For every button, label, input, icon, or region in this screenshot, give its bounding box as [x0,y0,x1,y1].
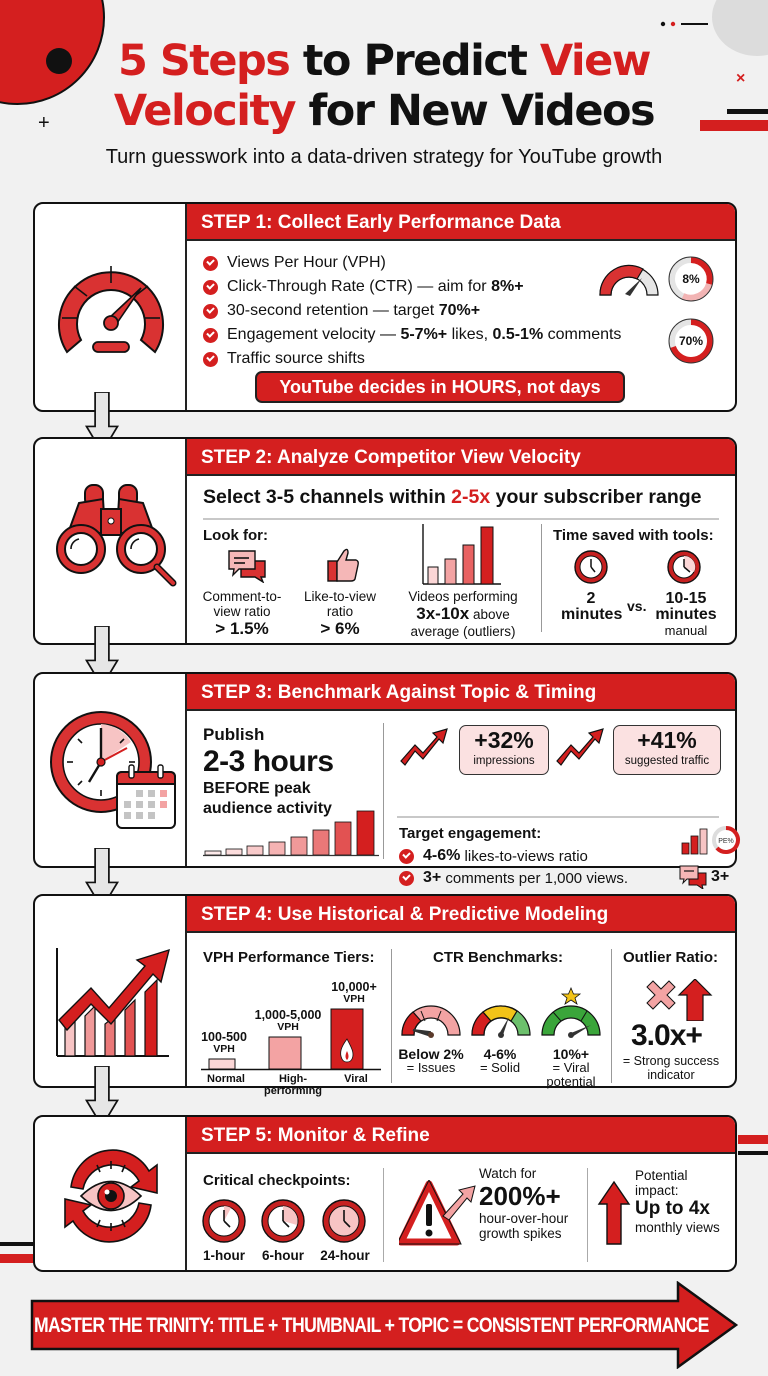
time-saved-heading: Time saved with tools: [553,527,714,544]
checklist-item [203,251,621,275]
impact-label: impact: [635,1183,679,1198]
checklist-value: 5-7%+ [400,326,448,343]
like-ratio-metric [295,589,385,639]
target-item [399,847,588,865]
check-icon [203,256,218,271]
headline-text: Select 3-5 channels within [203,486,452,508]
step-4-title: STEP 4: Use Historical & Predictive Modeling [187,896,735,933]
checklist-text: comments [543,326,622,343]
potential-impact [635,1168,720,1235]
clock-24-hour-icon [321,1198,367,1244]
ctr-value: Below 2% [398,1046,464,1062]
divider [391,949,392,1083]
ctr-meaning: = Viral [552,1060,590,1075]
publish-note: audience activity [203,800,332,817]
check-icon [203,328,218,343]
time-unit: minutes [561,606,623,623]
ctr-mid [467,1047,533,1075]
growth-chart-icon [45,936,177,1068]
checklist-text: likes, [447,326,493,343]
metric-label: Like-to-view [303,589,377,604]
tier-range [329,981,379,1005]
ctr-ring-chart [667,255,715,303]
divider [587,1168,588,1262]
step-icon-column [35,204,187,410]
mini-gauge-icon [597,261,661,297]
warning-growth-icon [399,1180,479,1248]
clock-icon [666,549,702,585]
title-highlight: View [539,36,651,86]
checklist-text: Traffic source shifts [227,350,365,367]
competitor-headline [203,486,702,509]
tier-unit: VPH [213,1043,235,1055]
subtitle: Turn guesswork into a data-driven strategy for YouTube growth [105,146,663,168]
tier-value: 1,000-5,000 [254,1008,322,1022]
checklist-item [203,347,621,371]
bar-chart-icon [421,524,501,586]
up-arrow-icon [597,1180,631,1246]
step-2-title: STEP 2: Analyze Competitor View Velocity [187,439,735,476]
checklist-text: Engagement velocity — [227,326,396,343]
step-4-body [187,935,735,1097]
outlier-note-line: = Strong success [622,1054,720,1068]
checklist-item [203,323,621,347]
step-4-card [33,894,737,1097]
metrics-checklist [203,251,621,371]
target-text: comments per 1,000 views. [441,869,628,887]
step-icon-column [35,896,187,1086]
decor-bar [0,1242,34,1246]
tier-name [263,1073,323,1097]
divider [203,518,719,520]
trend-up-arrow-icon [399,727,449,767]
thumbs-up-icon [326,547,360,583]
step-2-body [187,478,735,643]
stat-label: suggested traffic [624,755,710,767]
comment-count-badge: 3+ [711,868,730,885]
target-text: likes-to-views ratio [460,847,588,865]
outlier-videos-metric [399,589,527,639]
ctr-value: 10%+ [552,1046,590,1062]
decor-bar [738,1135,768,1144]
decor-bar [738,1151,768,1155]
growth-spike-watch [479,1166,568,1241]
check-icon [203,280,218,295]
publish-label: Publish [203,725,265,744]
checklist-value: 70%+ [438,302,481,319]
publish-value: 2-3 hours [203,745,334,778]
time-value: 2 [586,590,596,607]
metric-label: Videos performing [408,589,518,604]
checklist-text: Views Per Hour (VPH) [227,254,386,271]
mini-bar-icon [681,827,709,855]
gauge-mid-icon [469,999,533,1039]
outlier-ratio-heading: Outlier Ratio: [623,949,719,966]
checkpoint-label: 1-hour [203,1248,245,1263]
ctr-meaning: = Solid [479,1060,521,1075]
tier-value: 100-500 [201,1030,247,1044]
tier-unit: VPH [277,1021,299,1033]
ring-value: 70% [678,334,704,348]
ring-value: 8% [682,272,700,286]
step-5-card [33,1115,737,1272]
divider [383,1168,384,1262]
mini-ring-chart [711,825,741,855]
rising-activity-bars [203,809,379,857]
step-5-title: STEP 5: Monitor & Refine [187,1117,735,1154]
checkpoints-heading: Critical checkpoints: [203,1172,351,1189]
checklist-value: 0.5-1% [492,326,544,343]
step-icon-column [35,674,187,866]
callout-banner: YouTube decides in HOURS, not days [255,371,625,403]
divider [397,816,719,818]
watch-note: growth spikes [479,1226,562,1241]
divider [541,524,542,632]
vph-tiers-heading: VPH Performance Tiers: [203,949,375,966]
watch-label: Watch for [479,1166,537,1181]
tier-name-line: High- [278,1073,308,1085]
metric-label: average (outliers) [410,624,516,639]
step-5-body [187,1156,735,1270]
metric-label: above [469,607,510,622]
impact-label: Potential [635,1168,688,1183]
star-icon [562,988,580,1004]
step-1-card [33,202,737,412]
check-icon [399,871,414,886]
divider [611,949,612,1083]
tier-unit: VPH [343,993,365,1005]
tier-name-line: performing [263,1085,323,1097]
comment-bubbles-icon [679,865,707,889]
divider [383,723,384,859]
gauge-low-icon [399,999,463,1039]
watch-value: 200%+ [479,1181,561,1211]
headline-highlight: 2-5x [451,486,491,508]
versus-label: vs. [627,598,647,614]
outlier-value: 3.0x+ [631,1019,702,1052]
ctr-high [537,1047,605,1089]
tier-range [247,1009,329,1033]
tier-value: 10,000+ [331,980,377,994]
retention-ring-chart [667,317,715,365]
decor-plus-icon: + [38,112,50,134]
time-note: manual [664,623,708,638]
metric-value: > 6% [320,619,360,638]
metric-value: 3x-10x [416,604,470,623]
page-title [0,36,768,136]
decor-bar [0,1254,34,1263]
comment-bubbles-icon [227,549,267,583]
look-for-label: Look for: [203,527,268,544]
step-1-body [187,243,735,410]
time-unit: minutes [655,606,717,623]
trend-up-arrow-icon [555,727,605,767]
publish-note: BEFORE peak [203,780,311,797]
time-value: 10-15 [665,590,707,607]
title-highlight: Velocity [113,86,296,136]
checklist-value: 8%+ [491,278,524,295]
checkpoint-label: 6-hour [262,1248,304,1263]
decor-dots-line [660,20,710,28]
headline-text: your subscriber range [490,486,702,508]
metric-label: view ratio [213,604,271,619]
gauge-high-icon [539,987,603,1039]
checklist-item [203,299,621,323]
checklist-text: Click-Through Rate (CTR) — aim for [227,278,487,295]
speedometer-icon [45,244,177,376]
ctr-meaning: = Issues [406,1060,456,1075]
tool-time [561,591,621,623]
step-3-body [187,713,735,887]
tier-name: Normal [207,1073,245,1085]
ctr-low [393,1047,469,1075]
clock-6-hour-icon [260,1198,306,1244]
impressions-stat [459,725,549,775]
stat-label: impressions [473,755,535,767]
footer-banner-text: MASTER THE TRINITY: TITLE + THUMBNAIL + TOPIC = CONSISTENT PERFORMANCE [34,1314,709,1337]
manual-time [651,591,721,639]
multiply-up-arrow-icon [643,979,713,1021]
suggested-traffic-stat [613,725,721,775]
watch-note: hour-over-hour [479,1211,569,1226]
title-text: for New Videos [295,86,655,136]
outlier-note [617,1054,725,1082]
impact-note: monthly views [635,1220,720,1235]
target-value: 4-6% [423,847,461,864]
target-value: 3+ [423,869,442,886]
outlier-note-line: indicator [647,1068,695,1082]
clock-icon [573,549,609,585]
impact-value: Up to 4x [635,1198,710,1219]
metric-label: ratio [326,604,354,619]
title-text: to Predict [289,36,540,86]
checklist-item [203,275,621,299]
checklist-text: 30-second retention — target [227,302,435,319]
check-icon [203,304,218,319]
publish-timing [203,725,334,819]
title-highlight: 5 Steps [117,36,290,86]
clock-1-hour-icon [201,1198,247,1244]
decor-x-icon: × [736,70,746,87]
step-icon-column [35,1117,187,1270]
ctr-benchmarks-heading: CTR Benchmarks: [433,949,564,966]
ctr-meaning: potential [546,1074,596,1089]
check-icon [399,849,414,864]
target-item [399,869,628,887]
ctr-value: 4-6% [483,1046,517,1062]
metric-value: > 1.5% [215,619,269,638]
checkpoint-label: 24-hour [320,1248,370,1263]
clock-calendar-icon [45,702,177,834]
eye-refresh-icon [45,1135,177,1257]
check-icon [203,352,218,367]
ring-value: PE% [718,838,734,845]
tier-range [199,1031,249,1055]
comment-ratio-metric [197,589,287,639]
stat-value: +41% [637,727,697,753]
step-icon-column [35,439,187,643]
stat-value: +32% [474,727,534,753]
metric-label: Comment-to- [202,589,282,604]
step-1-title: STEP 1: Collect Early Performance Data [187,204,735,241]
tier-name: Viral [344,1073,368,1085]
step-2-card [33,437,737,645]
target-engagement-heading: Target engagement: [399,825,542,842]
binoculars-search-icon [45,469,177,601]
step-3-card [33,672,737,887]
step-3-title: STEP 3: Benchmark Against Topic & Timing [187,674,735,711]
